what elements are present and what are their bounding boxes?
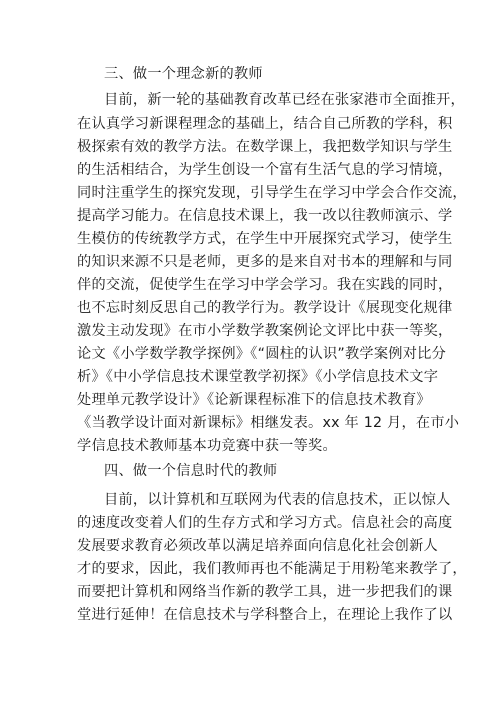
section-4-line-4: 才的要求，因此，我们教师再也不能满足于用粉笔来教学了，	[77, 561, 467, 577]
section-3-line-15: 《当教学设计面对新课标》相继发表。xx 年 12 月，在市小	[77, 415, 460, 431]
section-3-line-5: 同时注重学生的探究发现，引导学生在学习中学会合作交流，	[77, 185, 467, 201]
section-3-line-10: 也不忘时刻反思自己的教学行为。教学设计《展现变化规律	[77, 300, 453, 316]
section-3-line-14: 处理单元教学设计》《论新课程标准下的信息技术教育》	[77, 392, 431, 408]
section-4-line-3: 发展要求教育必须改革以满足培养面向信息化社会创新人	[77, 538, 438, 554]
section-3-line-13: 析》《中小学信息技术课堂教学初探》《小学信息技术文字	[77, 369, 439, 385]
section-3-line-11: 激发主动发现》在市小学数学教案例论文评比中获一等奖，	[77, 323, 453, 339]
section-4-heading: 四、做一个信息时代的教师	[104, 463, 278, 479]
section-4-line-5: 而要把计算机和网络当作新的教学工具，进一步把我们的课	[77, 584, 453, 600]
section-3-line-6: 提高学习能力。在信息技术课上，我一改以往教师演示、学	[77, 208, 453, 224]
section-3-line-2: 在认真学习新课程理念的基础上，结合自己所教的学科，积	[77, 116, 453, 132]
section-3-line-7: 生模仿的传统教学方式，在学生中开展探究式学习，使学生	[77, 231, 453, 247]
section-3-line-1: 目前，新一轮的基础教育改革已经在张家港市全面推开，	[104, 92, 465, 108]
section-4-line-2: 的速度改变着人们的生存方式和学习方式。信息社会的高度	[77, 515, 453, 531]
section-3-line-8: 的知识来源不只是老师，更多的是来自对书本的理解和与同	[77, 254, 453, 270]
section-4-line-6: 堂进行延伸！在信息技术与学科整合上，在理论上我作了以	[77, 607, 453, 623]
section-3-heading: 三、做一个理念新的教师	[104, 66, 263, 82]
section-3-line-3: 极探索有效的教学方法。在数学课上，我把数学知识与学生	[77, 139, 453, 155]
section-3-line-9: 伴的交流，促使学生在学习中学会学习。我在实践的同时，	[77, 277, 453, 293]
section-3-line-12: 论文《小学数学教学探例》《“圆柱的认识”教学案例对比分	[77, 346, 447, 362]
section-3-line-4: 的生活相结合，为学生创设一个富有生活气息的学习情境，	[77, 162, 453, 178]
section-3-line-16: 学信息技术教师基本功竞赛中获一等奖。	[77, 438, 337, 454]
section-4-line-1: 目前，以计算机和互联网为代表的信息技术，正以惊人	[104, 492, 451, 508]
